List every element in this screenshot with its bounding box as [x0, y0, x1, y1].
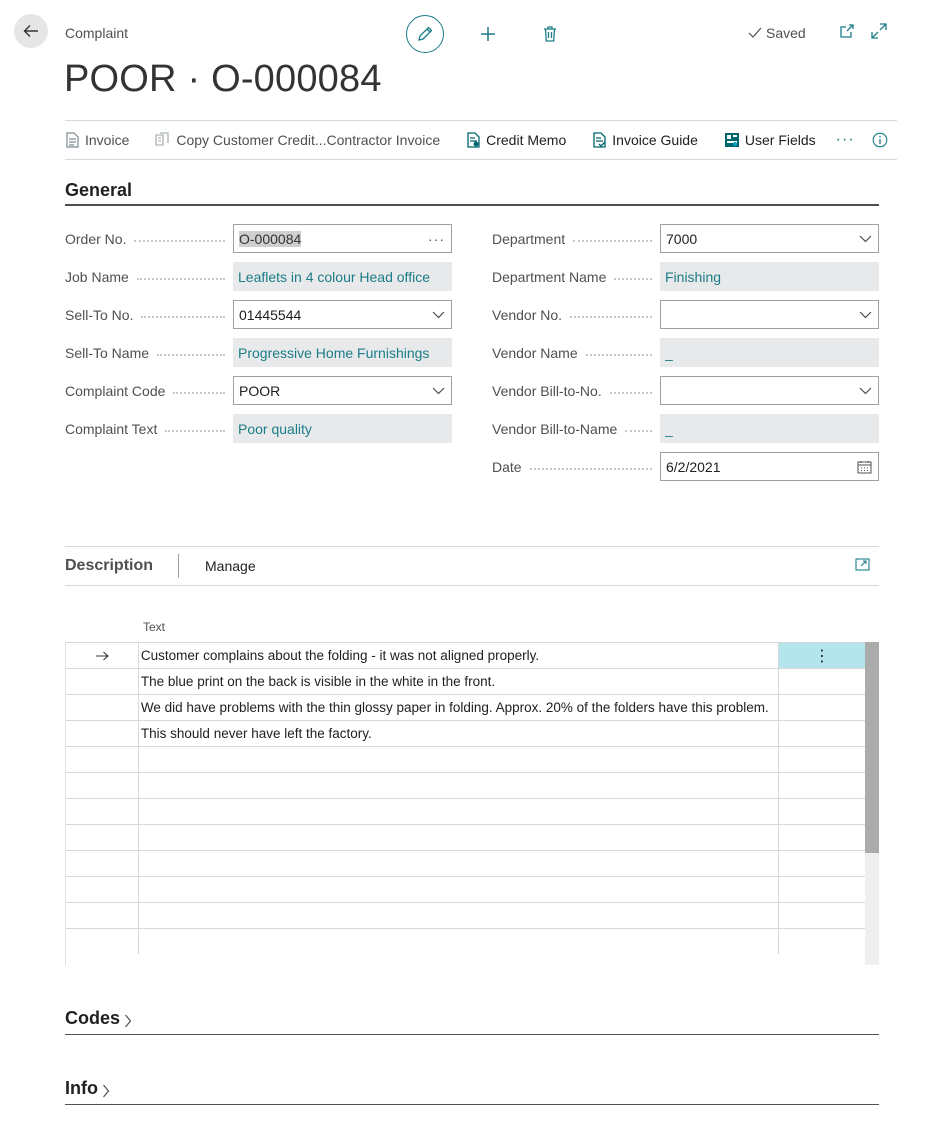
pencil-icon	[416, 25, 434, 43]
info-fasttab-header[interactable]	[65, 1078, 879, 1105]
field-date: Date 6/2/2021	[492, 452, 879, 481]
field-sell-to-no: Sell-To No. 01445544	[65, 300, 452, 329]
field-complaint-text: Complaint Text Poor quality	[65, 414, 452, 443]
description-grid	[65, 642, 865, 965]
info-icon	[872, 132, 888, 148]
order-no-input[interactable]: O-000084 ···	[233, 224, 452, 253]
field-sell-to-name: Sell-To Name Progressive Home Furnishings	[65, 338, 452, 367]
page-title: POOR · O-000084	[64, 58, 382, 100]
calendar-icon[interactable]	[857, 460, 872, 474]
sell-to-no-select[interactable]: 01445544	[233, 300, 452, 329]
page-caption: Complaint	[65, 25, 129, 41]
codes-fasttab-header[interactable]	[65, 1008, 879, 1035]
job-name-value[interactable]: Leaflets in 4 colour Head office	[233, 262, 452, 291]
table-row[interactable]: Customer complains about the folding - it was not aligned properly. ⋮	[66, 642, 865, 668]
expand-icon[interactable]	[870, 22, 888, 40]
complaint-code-select[interactable]: POOR	[233, 376, 452, 405]
table-row[interactable]: The blue print on the back is visible in the white in the front.	[66, 668, 865, 694]
chevron-down-icon	[859, 387, 872, 395]
table-row[interactable]	[66, 772, 865, 798]
date-input[interactable]: 6/2/2021	[660, 452, 879, 481]
edit-button[interactable]	[406, 15, 444, 53]
credit-memo-icon	[466, 132, 481, 148]
action-credit-memo[interactable]: Credit Memo	[466, 132, 566, 148]
action-user-fields[interactable]: User Fields	[724, 132, 816, 148]
table-row[interactable]: We did have problems with the thin glossy paper in folding. Approx. 20% of the folders have this problem.	[66, 694, 865, 720]
column-header-text[interactable]: Text	[143, 620, 166, 634]
department-name-value[interactable]: Finishing	[660, 262, 879, 291]
saved-status	[748, 25, 806, 41]
table-row[interactable]	[66, 746, 865, 772]
table-row[interactable]: This should never have left the factory.	[66, 720, 865, 746]
invoice-guide-icon	[592, 132, 607, 148]
description-title[interactable]: Description	[65, 554, 179, 578]
info-button[interactable]	[872, 132, 888, 151]
field-vendor-no: Vendor No.	[492, 300, 879, 329]
general-title: General	[65, 180, 133, 200]
field-complaint-code: Complaint Code POOR	[65, 376, 452, 405]
plus-icon	[479, 25, 497, 43]
field-department-name: Department Name Finishing	[492, 262, 879, 291]
check-icon	[748, 27, 762, 39]
chevron-right-icon	[102, 1083, 111, 1099]
action-copy-customer-credit[interactable]: Copy Customer Credit...Contractor Invoice	[155, 132, 440, 148]
description-part-header	[65, 546, 879, 586]
vendor-bill-to-no-select[interactable]	[660, 376, 879, 405]
codes-title: Codes	[65, 1008, 121, 1028]
action-invoice-guide[interactable]: Invoice Guide	[592, 132, 698, 148]
table-row[interactable]	[66, 824, 865, 850]
info-title: Info	[65, 1078, 98, 1098]
field-vendor-name: Vendor Name _	[492, 338, 879, 367]
vendor-bill-to-name-value[interactable]: _	[660, 414, 879, 443]
action-bar	[65, 120, 897, 160]
arrow-left-icon	[22, 22, 40, 40]
vendor-no-select[interactable]	[660, 300, 879, 329]
manage-button[interactable]: Manage	[205, 558, 256, 574]
chevron-right-icon	[124, 1013, 133, 1029]
table-row[interactable]	[66, 876, 865, 902]
field-job-name: Job Name Leaflets in 4 colour Head office	[65, 262, 452, 291]
expand-part-button[interactable]	[855, 558, 871, 575]
arrow-right-icon	[95, 651, 109, 661]
table-row[interactable]	[66, 850, 865, 876]
row-actions-button[interactable]: ⋮	[779, 643, 865, 668]
more-actions-button[interactable]: ···	[835, 131, 855, 148]
complaint-text-value[interactable]: Poor quality	[233, 414, 452, 443]
new-button[interactable]	[470, 16, 506, 52]
department-select[interactable]: 7000	[660, 224, 879, 253]
trash-icon	[542, 25, 558, 43]
field-order-no: Order No. O-000084 ···	[65, 224, 452, 253]
open-new-window-icon	[855, 558, 871, 572]
open-new-window-icon[interactable]	[838, 22, 856, 40]
back-button[interactable]	[14, 14, 48, 48]
chevron-down-icon	[432, 311, 445, 319]
saved-label: Saved	[766, 25, 806, 41]
general-fasttab-header[interactable]	[65, 180, 879, 206]
chevron-down-icon	[432, 387, 445, 395]
chevron-down-icon	[859, 235, 872, 243]
table-row[interactable]	[66, 928, 865, 954]
vendor-name-value[interactable]: _	[660, 338, 879, 367]
user-fields-icon	[724, 132, 740, 148]
sell-to-name-value[interactable]: Progressive Home Furnishings	[233, 338, 452, 367]
grid-scrollbar-thumb[interactable]	[865, 642, 879, 853]
field-vendor-bill-to-no: Vendor Bill-to-No.	[492, 376, 879, 405]
chevron-down-icon	[859, 311, 872, 319]
delete-button[interactable]	[532, 16, 568, 52]
document-icon	[65, 132, 80, 148]
window-controls	[838, 22, 888, 40]
field-vendor-bill-to-name: Vendor Bill-to-Name _	[492, 414, 879, 443]
action-invoice[interactable]: Invoice	[65, 132, 129, 148]
table-row[interactable]	[66, 798, 865, 824]
copy-document-icon	[155, 132, 171, 148]
table-row[interactable]	[66, 902, 865, 928]
field-department: Department 7000	[492, 224, 879, 253]
lookup-ellipsis-icon[interactable]: ···	[428, 230, 445, 247]
top-actions	[406, 15, 568, 53]
